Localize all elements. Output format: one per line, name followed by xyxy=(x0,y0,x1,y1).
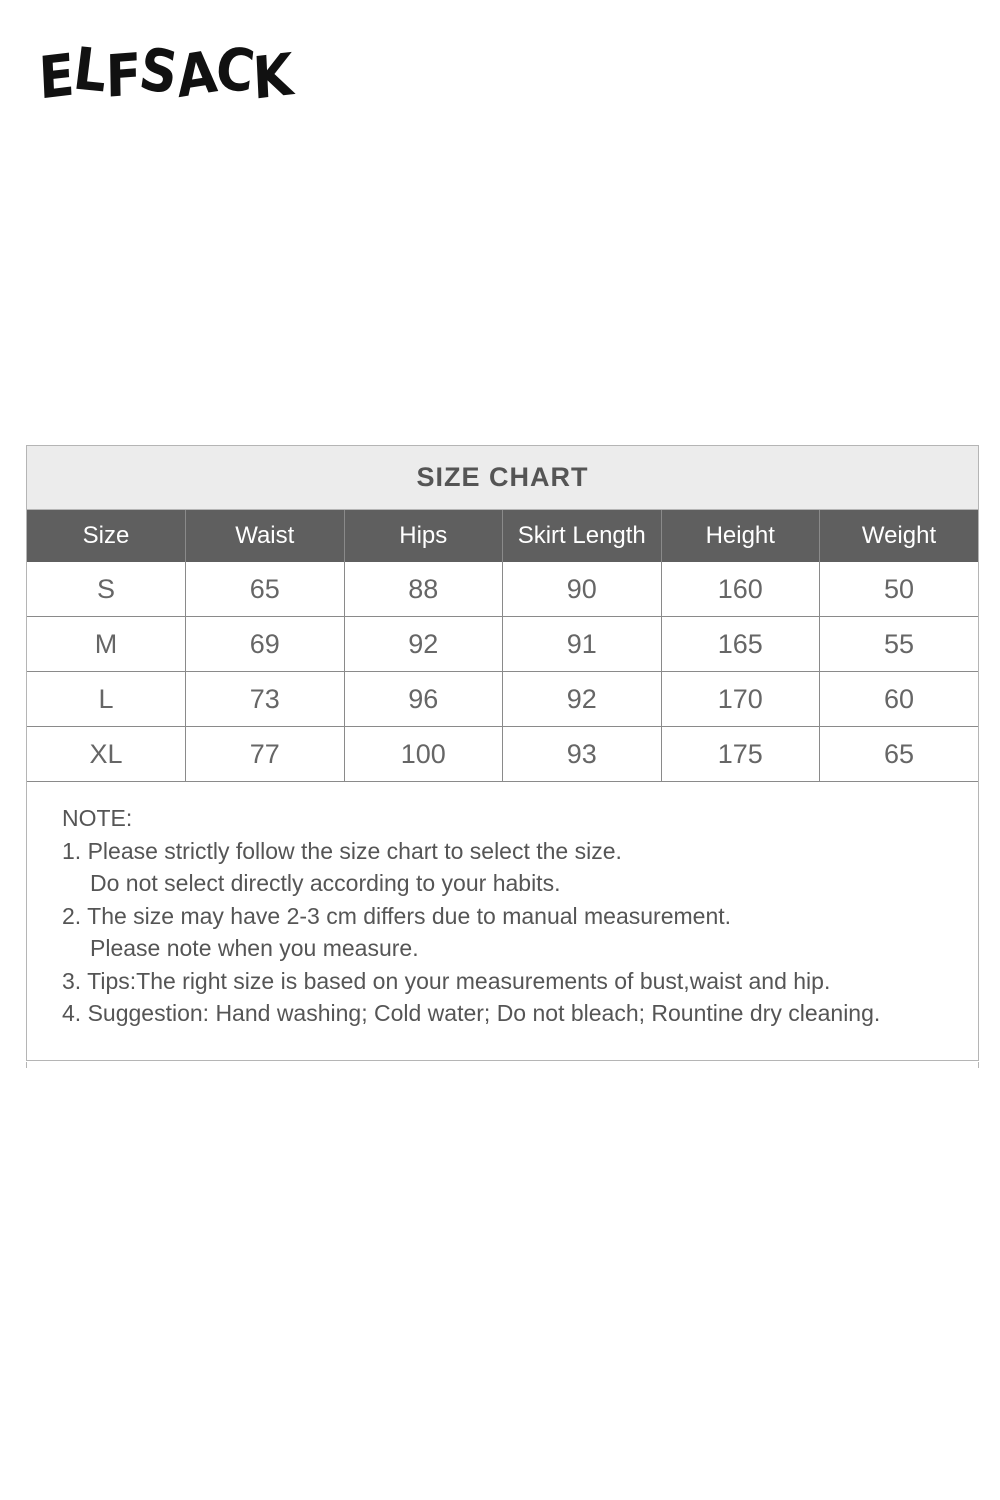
table-row xyxy=(27,562,978,617)
column-header-height: Height xyxy=(661,510,820,562)
cell-skirt-length: 92 xyxy=(503,672,662,727)
cell-size: M xyxy=(27,617,186,672)
table-row xyxy=(27,617,978,672)
cell-weight: 50 xyxy=(820,562,979,617)
note-line: 3. Tips:The right size is based on your measurements of bust,waist and hip. xyxy=(62,967,831,994)
size-chart-table xyxy=(27,510,978,782)
cell-weight: 65 xyxy=(820,727,979,782)
cell-height: 165 xyxy=(661,617,820,672)
cell-waist: 69 xyxy=(186,617,345,672)
cell-height: 175 xyxy=(661,727,820,782)
cell-height: 160 xyxy=(661,562,820,617)
brand-logo: ELFSACK xyxy=(37,35,294,114)
cell-waist: 77 xyxy=(186,727,345,782)
table-row xyxy=(27,672,978,727)
column-header-weight: Weight xyxy=(820,510,979,562)
table-header-row xyxy=(27,510,978,562)
cell-size: L xyxy=(27,672,186,727)
note-line: 2. The size may have 2-3 cm differs due to manual measurement. xyxy=(62,902,732,929)
cell-hips: 88 xyxy=(344,562,503,617)
note-line: 1. Please strictly follow the size chart to select the size. xyxy=(62,837,622,864)
size-chart-title: SIZE CHART xyxy=(27,446,978,510)
column-header-hips: Hips xyxy=(344,510,503,562)
note-line: Do not select directly according to your habits. xyxy=(90,870,561,896)
cell-skirt-length: 90 xyxy=(503,562,662,617)
cell-skirt-length: 91 xyxy=(503,617,662,672)
cell-height: 170 xyxy=(661,672,820,727)
column-header-waist: Waist xyxy=(186,510,345,562)
cell-skirt-length: 93 xyxy=(503,727,662,782)
notes-section xyxy=(27,782,978,1061)
cell-waist: 65 xyxy=(186,562,345,617)
cell-hips: 92 xyxy=(344,617,503,672)
cell-weight: 60 xyxy=(820,672,979,727)
column-header-size: Size xyxy=(27,510,186,562)
cell-waist: 73 xyxy=(186,672,345,727)
cell-hips: 100 xyxy=(344,727,503,782)
table-row xyxy=(27,727,978,782)
cell-hips: 96 xyxy=(344,672,503,727)
column-header-skirt-length: Skirt Length xyxy=(503,510,662,562)
cell-size: S xyxy=(27,562,186,617)
note-line: Please note when you measure. xyxy=(90,935,419,961)
size-chart-panel xyxy=(26,445,979,1061)
cell-size: XL xyxy=(27,727,186,782)
note-line: 4. Suggestion: Hand washing; Cold water; Do not bleach; Rountine dry cleaning. xyxy=(62,1000,881,1026)
panel-border-tail xyxy=(26,1062,979,1068)
cell-weight: 55 xyxy=(820,617,979,672)
notes-heading: NOTE: xyxy=(62,805,133,831)
